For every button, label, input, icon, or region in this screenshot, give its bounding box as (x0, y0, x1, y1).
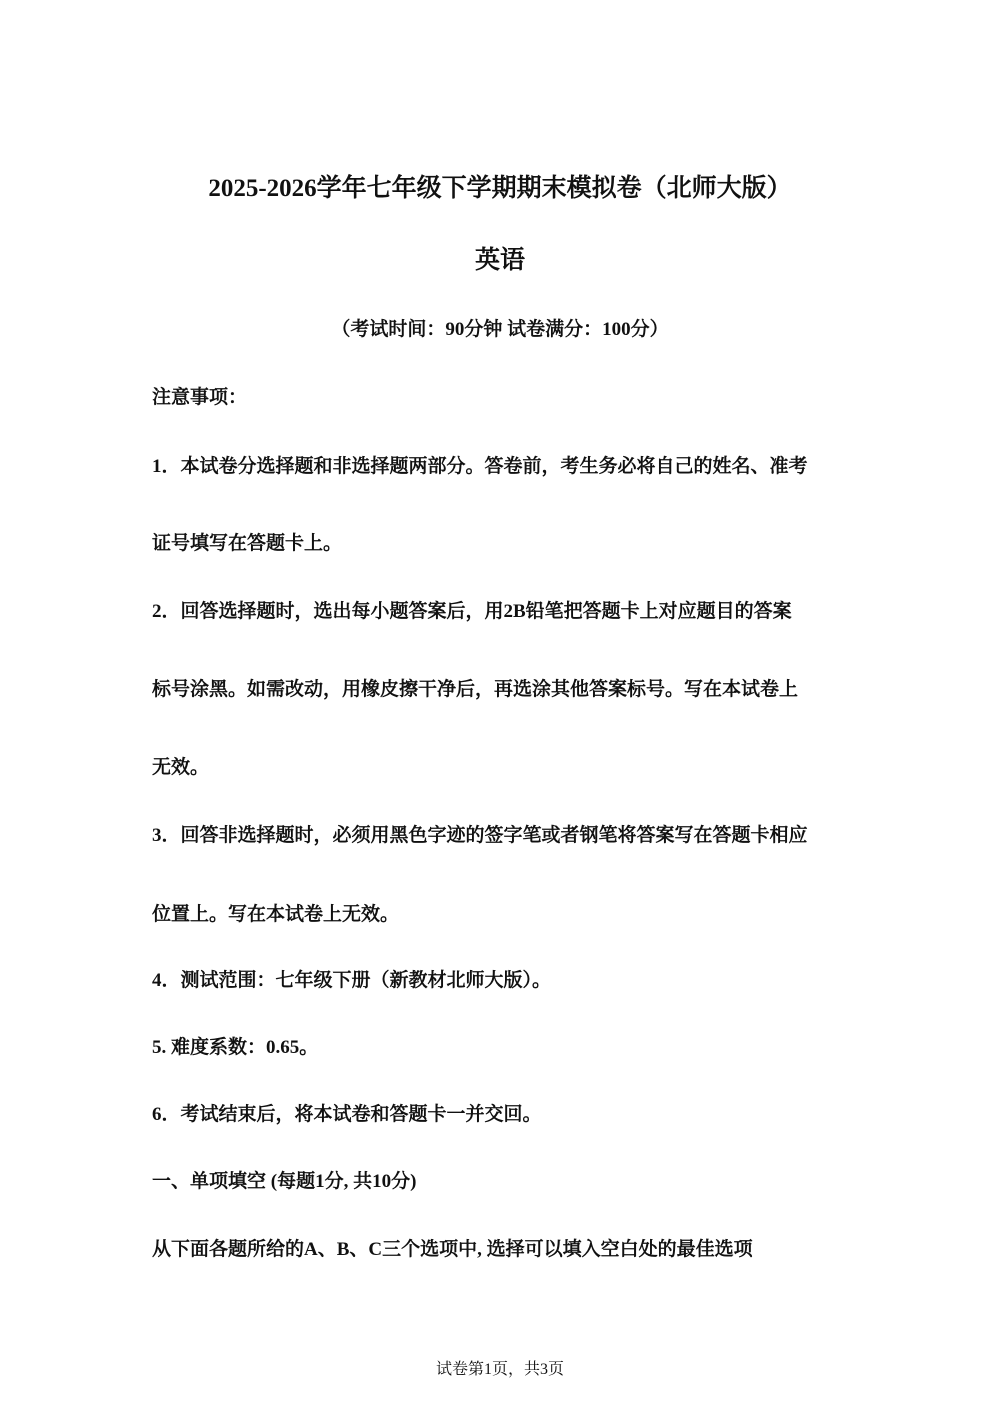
notice-line: 6．考试结束后，将本试卷和答题卡一并交回。 (152, 1104, 542, 1125)
notice-line: 2．回答选择题时，选出每小题答案后，用2B铅笔把答题卡上对应题目的答案 (152, 601, 792, 622)
exam-title: 2025-2026学年七年级下学期期末模拟卷（北师大版） (208, 175, 792, 202)
notice-heading: 注意事项： (152, 387, 248, 408)
section-heading: 一、单项填空 (每题1分, 共10分) (152, 1171, 417, 1192)
exam-subject: 英语 (474, 247, 525, 274)
notice-line: 3．回答非选择题时，必须用黑色字迹的签字笔或者钢笔将答案写在答题卡相应 (152, 825, 808, 846)
notice-line: 证号填写在答题卡上。 (152, 533, 343, 554)
notice-line: 标号涂黑。如需改动，用橡皮擦干净后，再选涂其他答案标号。写在本试卷上 (152, 679, 799, 700)
page-footer: 试卷第1页，共3页 (435, 1361, 564, 1378)
notice-line: 5. 难度系数：0.65。 (152, 1037, 319, 1058)
notice-line: 1．本试卷分选择题和非选择题两部分。答卷前，考生务必将自己的姓名、准考 (152, 456, 808, 477)
notice-line: 4．测试范围：七年级下册（新教材北师大版）。 (152, 970, 552, 991)
exam-time-and-score: （考试时间：90分钟 试卷满分：100分） (331, 319, 669, 340)
notice-line: 无效。 (152, 757, 210, 778)
notice-line: 位置上。写在本试卷上无效。 (152, 904, 400, 925)
section-instruction: 从下面各题所给的A、B、C三个选项中, 选择可以填入空白处的最佳选项 (152, 1239, 753, 1260)
